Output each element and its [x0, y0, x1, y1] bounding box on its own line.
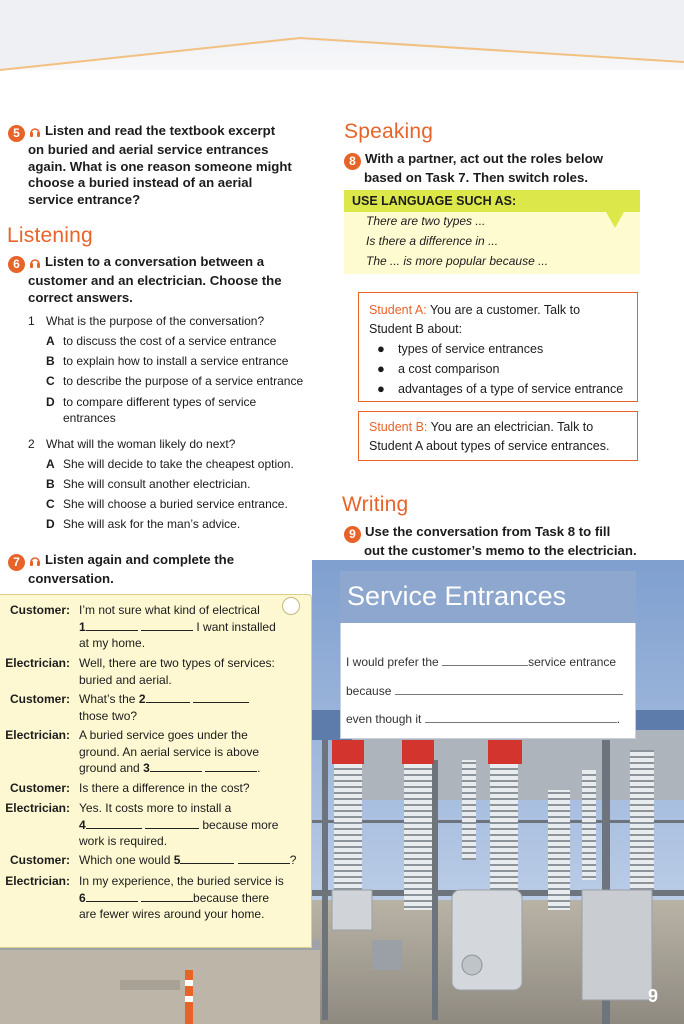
phrase: There are two types ... — [366, 214, 486, 228]
gap-blank[interactable] — [238, 853, 290, 864]
option-letter: D — [46, 395, 55, 409]
page-header-band — [0, 0, 684, 70]
student-a-label: Student A: — [369, 303, 427, 317]
ground-photo-strip — [0, 940, 320, 1024]
option-text: She will choose a buried service entrance. — [63, 497, 288, 511]
question-text: What is the purpose of the conversation? — [46, 314, 265, 328]
task-5-text-4: choose a buried instead of an aerial — [28, 175, 253, 190]
answer-option[interactable] — [28, 474, 318, 494]
memo-line-3 — [346, 712, 636, 726]
memo-text: because — [346, 684, 392, 698]
dialogue-line: A buried service goes under the — [79, 728, 248, 742]
task-9-text-1: Use the conversation from Task 8 to fill — [365, 524, 611, 539]
memo-text: I would prefer the — [346, 655, 439, 669]
gap-number: 6 — [79, 890, 86, 905]
task-5-text-1: Listen and read the textbook excerpt — [45, 123, 276, 138]
gap-blank[interactable] — [86, 818, 142, 829]
task-6-text-3: correct answers. — [28, 289, 133, 305]
dialogue-text: Is there a difference in the cost? — [79, 781, 250, 795]
dialogue-line: work is required. — [79, 834, 168, 848]
gap-blank[interactable] — [145, 818, 199, 829]
student-b-text-2: Student A about types of service entrances. — [369, 439, 610, 453]
student-b-text: You are an electrician. Talk to — [430, 420, 594, 434]
speaking-heading: Speaking — [344, 120, 434, 143]
use-language-title: USE LANGUAGE SUCH AS: — [344, 190, 640, 212]
option-text: She will ask for the man’s advice. — [63, 517, 241, 531]
task-8-text-1: With a partner, act out the roles below — [365, 151, 604, 166]
question-number: 2 — [28, 437, 35, 451]
answer-option[interactable] — [28, 394, 318, 426]
header-decoration — [0, 0, 684, 74]
memo-text: . — [616, 712, 621, 726]
dialogue-line: I’m not sure what kind of electrical — [79, 603, 260, 617]
option-text: to compare different types of service — [63, 395, 257, 409]
gap-number: 2 — [138, 692, 146, 706]
option-letter: A — [46, 334, 55, 348]
speaker-label: Electrician: — [5, 728, 70, 742]
listening-heading: Listening — [7, 224, 93, 247]
gap-number: 1 — [79, 619, 86, 634]
gap-number: 5 — [173, 853, 181, 867]
dialogue-line: Well, there are two types of services: — [79, 656, 275, 670]
gap-blank[interactable] — [150, 761, 202, 772]
task-number-badge: 6 — [8, 256, 25, 273]
memo-blank[interactable] — [395, 684, 623, 695]
dialogue-line: buried and aerial. — [79, 672, 172, 687]
task-6-text-1: Listen to a conversation between a — [45, 254, 265, 269]
task-6-text-2: customer and an electrician. Choose the — [28, 273, 282, 288]
memo-title: Service Entrances — [340, 571, 636, 623]
task-7-text-1: Listen again and complete the — [45, 552, 235, 567]
dialogue-line: ground and — [79, 761, 140, 775]
memo-line-2 — [346, 684, 636, 698]
student-a-text: You are a customer. Talk to — [429, 303, 581, 317]
dialogue-line: I want installed — [196, 619, 276, 634]
student-b-card — [358, 411, 638, 461]
task-number-badge: 5 — [8, 125, 25, 142]
question-text: What will the woman likely do next? — [46, 437, 236, 451]
question-2 — [28, 434, 318, 534]
task-5-text-2: on buried and aerial service entrances — [28, 142, 269, 157]
dialogue-line: because more — [202, 817, 279, 832]
task-9-instruction — [344, 524, 654, 560]
gap-blank[interactable] — [141, 891, 193, 902]
dialogue-text — [79, 655, 304, 688]
memo-blank[interactable] — [442, 655, 528, 666]
student-a-card — [358, 292, 638, 402]
gap-number: 4 — [79, 817, 86, 832]
task-7-instruction — [8, 552, 308, 588]
dialogue-text — [79, 873, 304, 923]
bullet-text: a cost comparison — [398, 362, 500, 376]
dialogue-punct: . — [257, 761, 261, 775]
memo-text: service entrance — [528, 655, 617, 669]
task-8-text-2: based on Task 7. Then switch roles. — [364, 170, 589, 185]
option-letter: A — [46, 457, 55, 471]
speaker-label: Customer: — [9, 853, 70, 867]
headphones-icon — [29, 256, 41, 269]
dialogue-text — [79, 602, 304, 652]
gap-blank[interactable] — [180, 853, 234, 864]
student-b-label: Student B: — [369, 420, 428, 434]
bullet-icon: ● — [377, 381, 385, 396]
memo-blank[interactable] — [425, 712, 617, 723]
headphones-icon — [29, 554, 41, 567]
student-a-text-2: Student B about: — [369, 322, 463, 336]
writing-heading: Writing — [342, 493, 409, 516]
answer-option[interactable] — [28, 454, 318, 474]
option-text: to discuss the cost of a service entrance — [63, 334, 277, 348]
dialogue-text — [79, 691, 304, 724]
dialogue-line: because there — [193, 890, 270, 905]
task-7-text-2: conversation. — [28, 571, 114, 586]
option-letter: C — [46, 374, 55, 388]
answer-option[interactable] — [28, 514, 318, 534]
task-9-text-2: out the customer’s memo to the electrician. — [364, 543, 637, 558]
task-number-badge: 8 — [344, 153, 361, 170]
dialogue-line: those two? — [79, 708, 138, 723]
conversation-lines — [0, 602, 312, 942]
speaker-label: Electrician: — [5, 656, 70, 670]
option-text: to explain how to install a service entrance — [63, 354, 289, 368]
gap-blank[interactable] — [146, 692, 190, 703]
gap-blank[interactable] — [86, 620, 138, 631]
dialogue-line: ground. An aerial service is above — [79, 744, 260, 759]
speaker-label: Customer: — [9, 781, 70, 795]
gap-number: 3 — [143, 761, 150, 775]
answer-option[interactable] — [28, 494, 318, 514]
option-text-cont: entrances — [63, 411, 116, 425]
option-letter: B — [46, 354, 55, 368]
bullet-text: types of service entrances — [398, 342, 544, 356]
option-letter: D — [46, 517, 55, 531]
speaker-label: Electrician: — [5, 801, 70, 815]
dialogue-text — [79, 800, 304, 850]
task-5-instruction — [8, 123, 308, 208]
page-number: 9 — [648, 986, 659, 1006]
answer-option[interactable] — [28, 371, 318, 391]
memo-line-1 — [346, 655, 636, 669]
bullet-item — [369, 379, 627, 399]
speaker-label: Customer: — [9, 692, 70, 706]
task-6-instruction — [8, 254, 308, 306]
dialogue-line: In my experience, the buried service is — [79, 874, 284, 888]
task-5-text-3: again. What is one reason someone might — [28, 158, 292, 174]
option-text: She will decide to take the cheapest option. — [63, 457, 294, 471]
bullet-text: advantages of a type of service entrance — [398, 382, 624, 396]
bullet-icon: ● — [377, 341, 385, 356]
dialogue-line: Yes. It costs more to install a — [79, 801, 232, 815]
task-5-text-5: service entrance? — [28, 191, 141, 207]
question-number: 1 — [28, 314, 35, 328]
option-text: She will consult another electrician. — [63, 477, 251, 491]
answer-option[interactable] — [28, 351, 318, 371]
gap-blank[interactable] — [86, 891, 138, 902]
dialogue-punct: ? — [289, 853, 297, 867]
speaker-label: Customer: — [9, 603, 70, 617]
option-letter: B — [46, 477, 55, 491]
gap-blank[interactable] — [205, 761, 257, 772]
headphones-icon — [29, 125, 41, 138]
dialogue-line: Which one would — [79, 853, 171, 867]
gap-blank[interactable] — [193, 692, 249, 703]
bullet-icon: ● — [377, 361, 385, 376]
question-1 — [28, 311, 318, 426]
option-letter: C — [46, 497, 55, 511]
bullet-item — [369, 339, 627, 359]
answer-option[interactable] — [28, 331, 318, 351]
memo-text: even though it — [346, 712, 422, 726]
bullet-item — [369, 359, 627, 379]
gap-blank[interactable] — [141, 620, 193, 631]
dialogue-text — [79, 727, 304, 777]
dialogue-line: at my home. — [79, 636, 146, 650]
speech-pointer — [606, 212, 624, 228]
option-text: to describe the purpose of a service entrance — [63, 374, 304, 388]
ground-illustration — [0, 940, 320, 1024]
task-number-badge: 7 — [8, 554, 25, 571]
phrase: Is there a difference in ... — [366, 234, 499, 248]
task-8-instruction — [344, 151, 644, 187]
task-number-badge: 9 — [344, 526, 361, 543]
dialogue-line: are fewer wires around your home. — [79, 907, 265, 921]
phrase: The ... is more popular because ... — [366, 254, 549, 268]
speaker-label: Electrician: — [5, 874, 70, 888]
dialogue-line: What’s the — [79, 692, 136, 706]
dialogue-text — [79, 852, 304, 869]
